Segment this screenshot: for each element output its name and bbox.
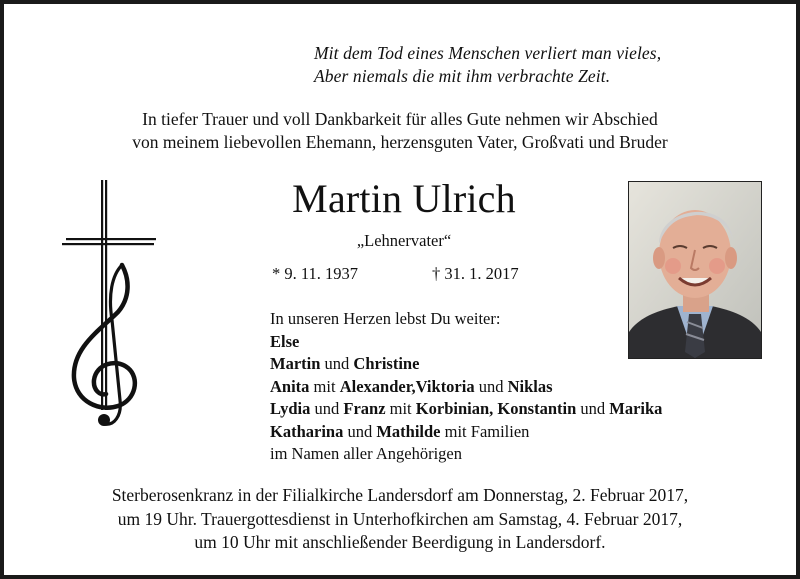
deceased-name: Martin Ulrich (292, 176, 516, 221)
family-name: Else (270, 331, 300, 351)
conjunction: und (324, 354, 350, 373)
family-line-1 (270, 331, 662, 354)
intro-line-1: In tiefer Trauer und voll Dankbarkeit für alles Gute nehmen wir Abschied (142, 109, 658, 129)
conjunction: mit Familien (444, 421, 530, 441)
funeral-details (14, 484, 786, 555)
family-name: Viktoria (415, 376, 475, 396)
family-name: Marika (609, 399, 663, 418)
intro-text (24, 108, 776, 154)
deceased-nickname: „Lehnervater“ (356, 231, 452, 250)
family-name: Mathilde (376, 421, 441, 441)
quote-line-1: Mit dem Tod eines Menschen verliert man vieles, (314, 43, 662, 63)
family-name: Anita (270, 376, 310, 396)
cross-with-treble-clef-icon (60, 180, 160, 430)
family-heading: In unseren Herzen lebst Du weiter: (270, 309, 501, 328)
family-name: Martin (270, 354, 321, 373)
family-line-3 (270, 376, 662, 399)
family-list (270, 308, 662, 466)
family-name: Konstantin (497, 399, 577, 418)
death-date: † 31. 1. 2017 (432, 264, 519, 283)
intro-line-2: von meinem liebevollen Ehemann, herzensguten Vater, Großvati und Bruder (132, 132, 668, 152)
family-name: Franz (343, 399, 386, 418)
family-name: Alexander, (339, 376, 416, 396)
family-line-5 (270, 421, 662, 444)
quote-line-2: Aber niemals die mit ihm verbrachte Zeit. (314, 66, 611, 86)
family-name: Lydia (270, 399, 311, 418)
conjunction: und (347, 421, 373, 441)
footer-line-2: um 19 Uhr. Trauergottesdienst in Unterhofkirchen am Samstag, 4. Februar 2017, (117, 508, 683, 529)
family-closing: im Namen aller Angehörigen (270, 444, 462, 463)
family-name: Korbinian, (415, 399, 494, 418)
footer-line-1: Sterberosenkranz in der Filialkirche Landersdorf am Donnerstag, 2. Februar 2017, (111, 485, 689, 505)
birth-date: * 9. 11. 1937 (272, 264, 359, 283)
conjunction: mit (389, 399, 412, 418)
family-line-4 (270, 398, 662, 421)
family-name: Christine (353, 354, 420, 373)
conjunction: mit (313, 376, 336, 396)
conjunction: und (478, 376, 504, 396)
conjunction: und (580, 399, 606, 418)
family-name: Niklas (507, 376, 553, 396)
conjunction: und (314, 399, 340, 418)
memorial-quote (314, 42, 661, 88)
footer-line-3: um 10 Uhr mit anschließender Beerdigung in Landersdorf. (194, 532, 606, 552)
family-name: Katharina (270, 421, 344, 441)
family-line-2 (270, 353, 662, 376)
